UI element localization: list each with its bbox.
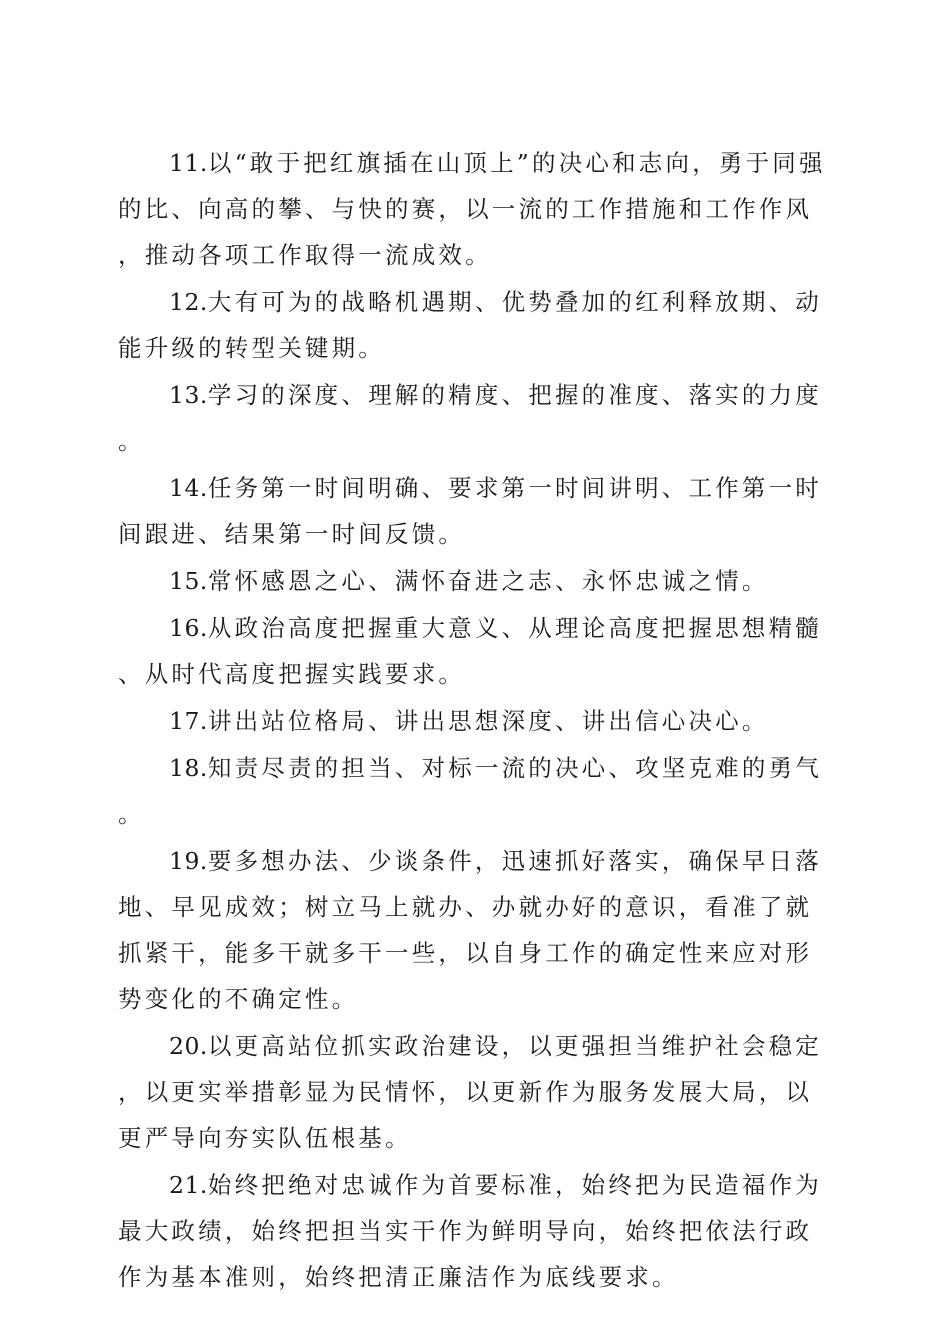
paragraph-21	[118, 1162, 830, 1300]
paragraph-19	[118, 838, 830, 1022]
paragraph-14	[118, 465, 830, 557]
document-body	[118, 140, 830, 1301]
paragraph-text: 讲出站位格局、讲出思想深度、讲出信心决心。	[207, 707, 769, 735]
paragraph-15	[118, 558, 830, 604]
paragraph-text: 从政治高度把握重大意义、从理论高度把握思想精髓、从时代高度把握实践要求。	[118, 614, 822, 688]
paragraph-number: 20.	[169, 1032, 208, 1060]
paragraph-16	[118, 605, 830, 697]
paragraph-number: 14.	[169, 474, 208, 502]
paragraph-text: 任务第一时间明确、要求第一时间讲明、工作第一时间跟进、结果第一时间反馈。	[118, 474, 822, 548]
paragraph-text: 以“敢于把红旗插在山顶上”的决心和志向，勇于同强的比、向高的攀、与快的赛，以一流的工作措施和工作作风，推动各项工作取得一流成效。	[118, 149, 826, 269]
paragraph-11	[118, 140, 830, 278]
paragraph-number: 19.	[169, 847, 208, 875]
paragraph-number: 11.	[169, 149, 208, 177]
paragraph-text: 以更高站位抓实政治建设，以更强担当维护社会稳定，以更实举措彰显为民情怀，以更新作为服务发展大局，以更严导向夯实队伍根基。	[118, 1032, 822, 1152]
paragraph-number: 17.	[169, 707, 208, 735]
paragraph-number: 15.	[169, 567, 208, 595]
paragraph-text: 大有可为的战略机遇期、优势叠加的红利释放期、动能升级的转型关键期。	[118, 288, 822, 362]
paragraph-18	[118, 745, 830, 837]
paragraph-13	[118, 372, 830, 464]
paragraph-number: 18.	[169, 754, 208, 782]
paragraph-12	[118, 279, 830, 371]
paragraph-text: 学习的深度、理解的精度、把握的准度、落实的力度。	[118, 381, 822, 455]
paragraph-17	[118, 698, 830, 744]
paragraph-text: 常怀感恩之心、满怀奋进之志、永怀忠诚之情。	[207, 567, 769, 595]
paragraph-20	[118, 1023, 830, 1161]
paragraph-number: 12.	[169, 288, 208, 316]
paragraph-number: 13.	[169, 381, 208, 409]
paragraph-number: 21.	[169, 1171, 208, 1199]
paragraph-number: 16.	[169, 614, 208, 642]
paragraph-text: 始终把绝对忠诚作为首要标准，始终把为民造福作为最大政绩，始终把担当实干作为鲜明导向，始终把依法行政作为基本准则，始终把清正廉洁作为底线要求。	[118, 1171, 822, 1291]
paragraph-text: 知责尽责的担当、对标一流的决心、攻坚克难的勇气。	[118, 754, 822, 828]
paragraph-text: 要多想办法、少谈条件，迅速抓好落实，确保早日落地、早见成效；树立马上就办、办就办好的意识，看准了就抓紧干，能多干就多干一些，以自身工作的确定性来应对形势变化的不确定性。	[118, 847, 822, 1013]
